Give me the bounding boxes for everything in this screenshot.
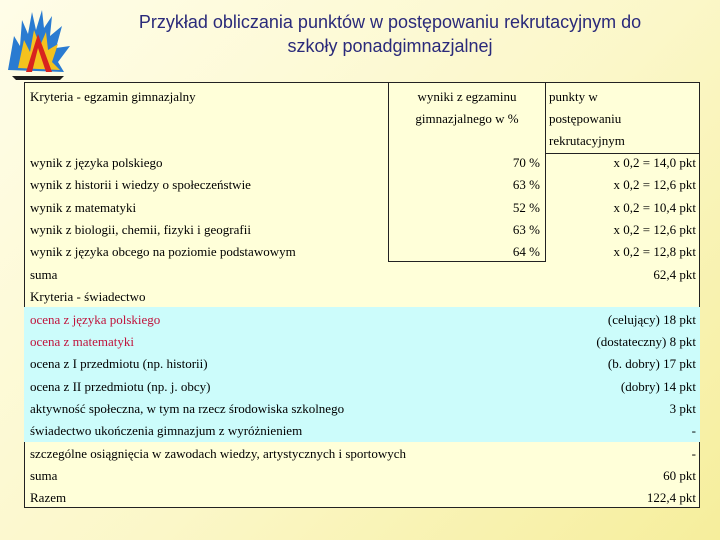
certificate-row-label: ocena z języka polskiego [30, 312, 161, 327]
certificate-row-label: aktywność społeczna, w tym na rzecz środowiska szkolnego [30, 401, 345, 416]
total-value: 122,4 pkt [646, 490, 696, 505]
certificate-row-label: szczególne osiągnięcia w zawodach wiedzy, artystycznych i sportowych [30, 446, 407, 461]
certificate-criteria-header: Kryteria - świadectwo [30, 289, 146, 304]
exam-row-percent: 64 % [512, 244, 540, 259]
certificate-row-label: ocena z I przedmiotu (np. historii) [30, 356, 208, 371]
certificate-row-label: ocena z matematyki [30, 334, 134, 349]
exam-row-label: wynik z matematyki [30, 200, 137, 215]
certificate-sum-value: 60 pkt [663, 468, 696, 483]
exam-row-percent: 70 % [512, 155, 540, 170]
certificate-row-label: świadectwo ukończenia gimnazjum z wyróżnieniem [30, 423, 303, 438]
exam-sum-label: suma [30, 267, 58, 282]
certificate-row-value: 3 pkt [669, 401, 696, 416]
certificate-row-value: - [691, 446, 696, 461]
certificate-row-label: ocena z II przedmiotu (np. j. obcy) [30, 379, 211, 394]
exam-row-points: x 0,2 = 12,8 pkt [613, 244, 696, 259]
exam-criteria-header: Kryteria - egzamin gimnazjalny [30, 89, 196, 104]
exam-row-points: x 0,2 = 14,0 pkt [613, 155, 696, 170]
exam-row-points: x 0,2 = 12,6 pkt [613, 222, 696, 237]
exam-row-percent: 63 % [512, 177, 540, 192]
points-header-line-1: punkty w [549, 89, 598, 104]
certificate-row-value: (b. dobry) 17 pkt [607, 356, 696, 371]
certificate-row-value: (dobry) 14 pkt [620, 379, 696, 394]
certificate-highlight-band [24, 307, 700, 442]
exam-row-points: x 0,2 = 12,6 pkt [613, 177, 696, 192]
exam-row-label: wynik z historii i wiedzy o społeczeństwie [30, 177, 251, 192]
results-header-line-1: wyniki z egzaminu [417, 89, 517, 104]
school-logo [4, 6, 78, 82]
title-line-2: szkoły ponadgimnazjalnej [287, 36, 493, 56]
results-header-line-2: gimnazjalnego w % [415, 111, 519, 126]
certificate-row-value: - [691, 423, 696, 438]
exam-row-label: wynik z języka polskiego [30, 155, 163, 170]
title-line-1: Przykład obliczania punktów w postępowaniu rekrutacyjnym do [138, 12, 642, 32]
exam-row-percent: 63 % [512, 222, 540, 237]
exam-row-label: wynik z biologii, chemii, fizyki i geografii [30, 222, 251, 237]
exam-row-label: wynik z języka obcego na poziomie podstawowym [30, 244, 296, 259]
exam-row-points: x 0,2 = 10,4 pkt [613, 200, 696, 215]
exam-row-percent: 52 % [512, 200, 540, 215]
total-label: Razem [30, 490, 67, 505]
certificate-sum-label: suma [30, 468, 58, 483]
certificate-row-value: (celujący) 18 pkt [607, 312, 696, 327]
page-title [80, 10, 700, 58]
points-header-line-3: rekrutacyjnym [549, 133, 625, 148]
exam-sum-value: 62,4 pkt [653, 267, 696, 282]
certificate-row-value: (dostateczny) 8 pkt [596, 334, 696, 349]
points-header-line-2: postępowaniu [549, 111, 622, 126]
